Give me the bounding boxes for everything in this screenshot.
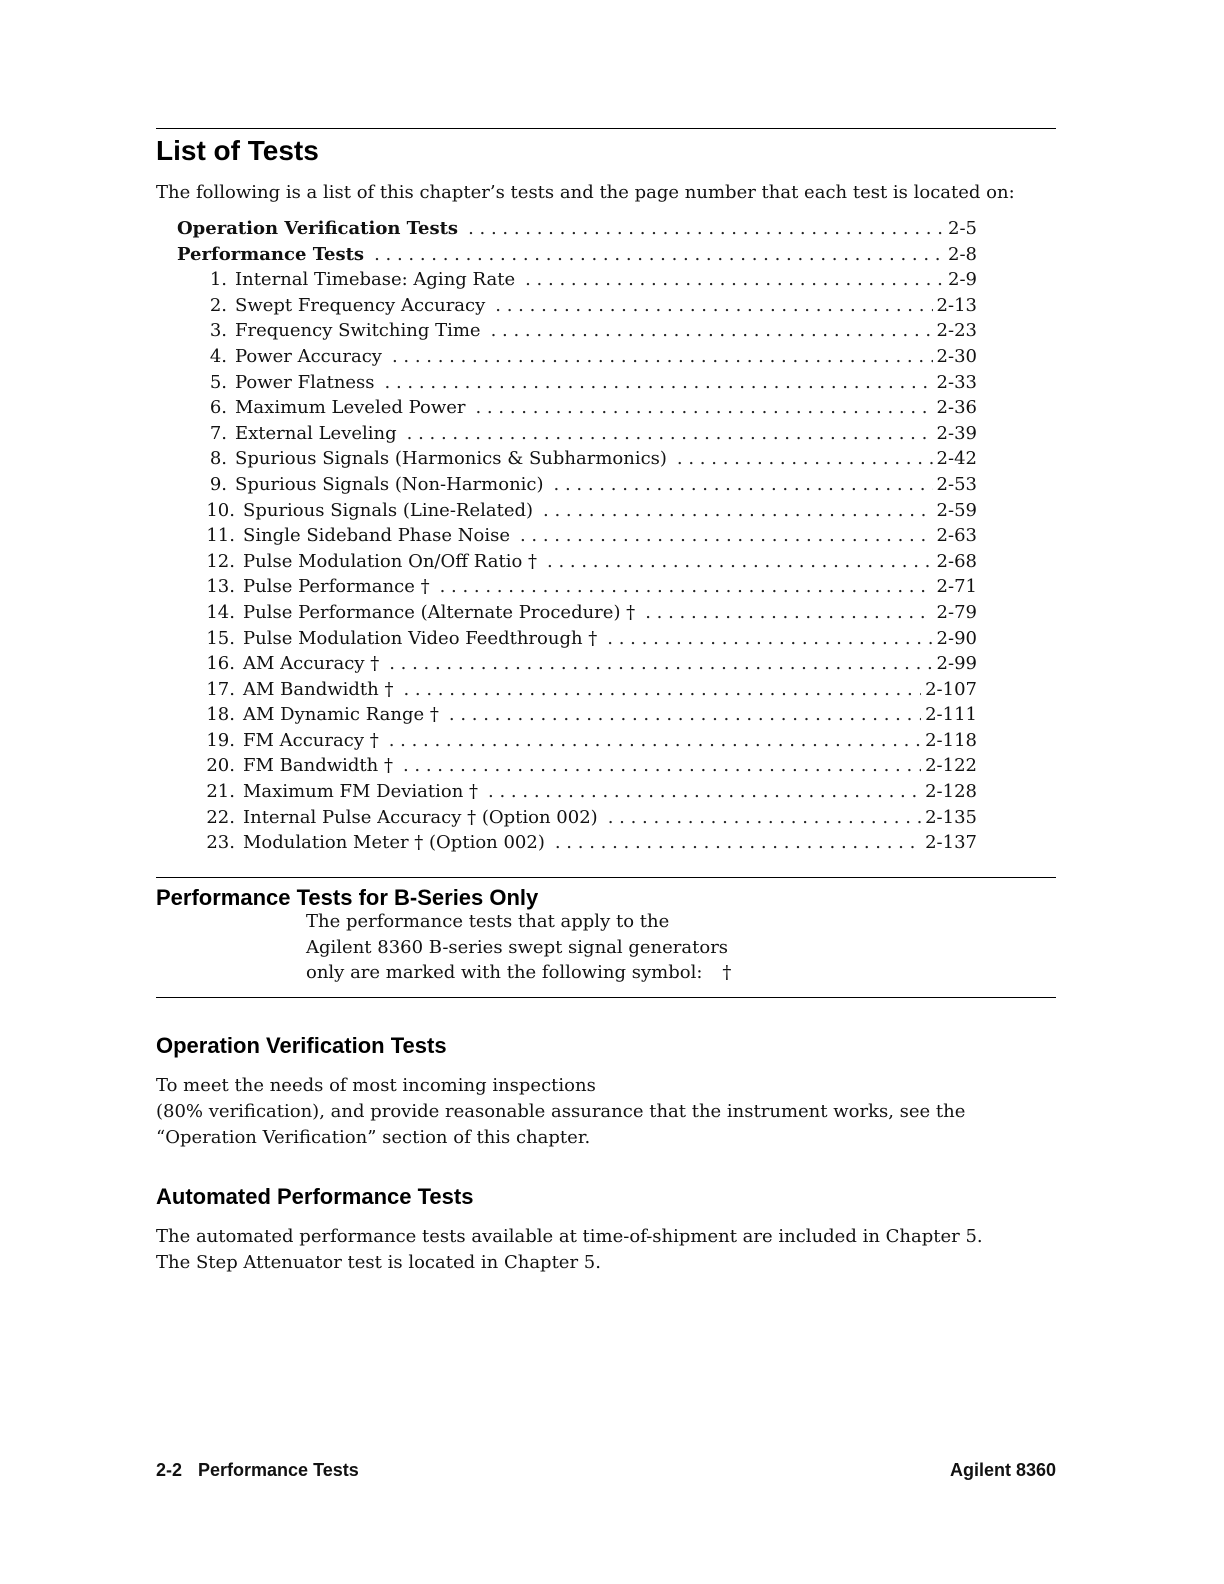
toc-leader-dots <box>495 293 932 319</box>
toc-item-list <box>177 267 977 856</box>
toc-leader-dots <box>491 318 933 344</box>
toc-entry-number: 8. <box>209 448 227 470</box>
toc-entry-page: 2-53 <box>936 473 977 495</box>
dagger-symbol: † <box>722 962 732 983</box>
toc-entry-page: 2-8 <box>948 243 977 265</box>
toc-entry-page: 2-68 <box>936 550 977 572</box>
toc-entry-page: 2-23 <box>936 320 977 342</box>
toc-entry-number: 14. <box>206 601 235 623</box>
toc-entry[interactable] <box>177 677 977 703</box>
toc-entry-number: 19. <box>206 729 235 751</box>
toc-entry-page: 2-71 <box>936 576 977 598</box>
toc-entry-number: 13. <box>206 576 235 598</box>
toc-entry[interactable] <box>177 574 977 600</box>
toc-entry[interactable] <box>177 421 977 447</box>
toc-leader-dots <box>389 728 921 754</box>
toc-leader-dots <box>389 651 932 677</box>
toc-entry[interactable] <box>177 549 977 575</box>
toc-leader-dots <box>608 805 921 831</box>
toc-entry-title: Modulation Meter † (Option 002) <box>243 832 545 854</box>
toc-entry[interactable] <box>177 779 977 805</box>
toc-leader-dots <box>555 830 921 856</box>
toc-entry[interactable] <box>177 498 977 524</box>
toc-entry[interactable] <box>177 651 977 677</box>
toc-entry-title: FM Accuracy † <box>243 729 379 751</box>
paragraph-line: “Operation Verification” section of this chapter. <box>156 1127 591 1148</box>
toc-entry-title: Spurious Signals (Line-Related) <box>243 499 534 521</box>
toc-entry-title: Maximum FM Deviation † <box>243 781 479 803</box>
toc-entry[interactable] <box>177 626 977 652</box>
toc-entry[interactable] <box>177 702 977 728</box>
toc-entry-page: 2-33 <box>936 371 977 393</box>
toc-leader-dots <box>520 523 933 549</box>
automated-tests-heading: Automated Performance Tests <box>156 1184 474 1209</box>
toc-entry-page: 2-63 <box>936 525 977 547</box>
toc-entry[interactable] <box>177 600 977 626</box>
toc-entry-title: Spurious Signals (Harmonics & Subharmonics) <box>235 448 667 470</box>
toc-leader-dots <box>403 753 921 779</box>
toc-entry-title: Spurious Signals (Non-Harmonic) <box>235 473 544 495</box>
toc-entry-page: 2-13 <box>936 294 977 316</box>
toc-entry[interactable] <box>177 370 977 396</box>
toc-entry[interactable] <box>177 753 977 779</box>
toc-entry-page: 2-5 <box>948 218 977 239</box>
toc-entry-page: 2-9 <box>948 269 977 291</box>
toc-entry-page: 2-59 <box>936 499 977 521</box>
toc-entry-title: AM Bandwidth † <box>243 678 394 700</box>
toc-leader-dots <box>374 242 944 268</box>
toc-entry[interactable] <box>177 267 977 293</box>
footer-section: Performance Tests <box>198 1460 359 1480</box>
paragraph-line: (80% verification), and provide reasonable assurance that the instrument works, see the <box>156 1101 966 1122</box>
toc-leader-dots <box>677 446 933 472</box>
toc-entry-title: Frequency Switching Time <box>235 320 481 342</box>
footer-left <box>156 1458 359 1482</box>
toc-entry-title: Power Flatness <box>235 371 375 393</box>
toc-entry-page: 2-39 <box>936 422 977 444</box>
toc-leader-dots <box>440 574 933 600</box>
table-of-contents <box>177 216 977 856</box>
footer-page-number: 2-2 <box>156 1460 183 1480</box>
paragraph-line: To meet the needs of most incoming inspections <box>156 1075 596 1096</box>
toc-entry-title: Single Sideband Phase Noise <box>243 525 510 547</box>
top-rule <box>156 128 1056 129</box>
toc-entry-page: 2-107 <box>925 678 977 700</box>
toc-entry-number: 2. <box>209 294 227 316</box>
toc-entry-title: Internal Timebase: Aging Rate <box>235 269 516 291</box>
toc-entry-number: 3. <box>209 320 227 342</box>
toc-leader-dots <box>488 779 921 805</box>
toc-entry-number: 17. <box>206 678 235 700</box>
toc-entry[interactable] <box>177 472 977 498</box>
toc-entry-title: FM Bandwidth † <box>243 755 393 777</box>
toc-entry-title: External Leveling <box>235 422 397 444</box>
paragraph-line: The Step Attenuator test is located in Chapter 5. <box>156 1252 601 1273</box>
intro-text: The following is a list of this chapter’s tests and the page number that each test is located on: <box>156 182 1015 203</box>
toc-entry-title: Pulse Modulation Video Feedthrough † <box>243 627 598 649</box>
section-rule <box>156 997 1056 998</box>
toc-entry-number: 21. <box>206 781 235 803</box>
toc-entry-operation-verification[interactable] <box>177 216 977 242</box>
toc-entry[interactable] <box>177 395 977 421</box>
bseries-note <box>306 909 766 986</box>
toc-entry-number: 20. <box>206 755 235 777</box>
toc-entry-number: 10. <box>206 499 235 521</box>
page-title: List of Tests <box>156 135 319 166</box>
toc-leader-dots <box>392 344 933 370</box>
toc-entry-title: Pulse Performance † <box>243 576 430 598</box>
toc-entry-title: Internal Pulse Accuracy † (Option 002) <box>243 806 598 828</box>
toc-leader-dots <box>543 498 933 524</box>
toc-entry[interactable] <box>177 805 977 831</box>
toc-entry-title: Pulse Performance (Alternate Procedure) † <box>243 601 636 623</box>
toc-entry-title: Pulse Modulation On/Off Ratio † <box>243 550 538 572</box>
bseries-note-line: Agilent 8360 B-series swept signal generators <box>306 936 729 958</box>
toc-entry-page: 2-99 <box>936 653 977 675</box>
toc-entry-number: 22. <box>206 806 235 828</box>
toc-entry-number: 9. <box>209 473 227 495</box>
toc-entry-title: Power Accuracy <box>235 345 382 367</box>
toc-entry-title: Maximum Leveled Power <box>235 397 466 419</box>
toc-leader-dots <box>475 395 932 421</box>
bseries-note-line: The performance tests that apply to the <box>306 911 670 932</box>
toc-entry-number: 15. <box>206 627 235 649</box>
toc-entry-title: Operation Verification Tests <box>177 218 459 239</box>
toc-leader-dots <box>449 702 921 728</box>
toc-entry-number: 11. <box>206 525 235 547</box>
toc-entry-page: 2-122 <box>925 755 977 777</box>
toc-entry-performance-tests[interactable] <box>177 242 977 268</box>
toc-entry[interactable] <box>177 344 977 370</box>
toc-entry-title: AM Accuracy † <box>243 653 380 675</box>
toc-entry-page: 2-135 <box>925 806 977 828</box>
toc-entry-page: 2-42 <box>936 448 977 470</box>
toc-entry-number: 7. <box>209 422 227 444</box>
toc-entry-page: 2-111 <box>925 704 977 726</box>
toc-entry[interactable] <box>177 728 977 754</box>
toc-entry-number: 16. <box>206 653 235 675</box>
automated-tests-text <box>156 1224 1056 1276</box>
toc-entry-number: 5. <box>209 371 227 393</box>
toc-leader-dots <box>547 549 933 575</box>
toc-entry-title: Swept Frequency Accuracy <box>235 294 486 316</box>
toc-entry[interactable] <box>177 446 977 472</box>
toc-entry-page: 2-30 <box>936 345 977 367</box>
toc-entry-number: 23. <box>206 832 235 854</box>
toc-entry-number: 4. <box>209 345 227 367</box>
toc-leader-dots <box>554 472 933 498</box>
toc-leader-dots <box>468 216 944 242</box>
toc-entry-page: 2-90 <box>936 627 977 649</box>
toc-entry[interactable] <box>177 830 977 856</box>
toc-entry[interactable] <box>177 293 977 319</box>
section-rule <box>156 877 1056 878</box>
bseries-heading: Performance Tests for B-Series Only <box>156 885 539 910</box>
toc-entry-title: Performance Tests <box>177 243 365 265</box>
footer-product: Agilent 8360 <box>949 1460 1056 1480</box>
toc-entry-title: AM Dynamic Range † <box>243 704 439 726</box>
toc-leader-dots <box>607 626 932 652</box>
toc-entry-page: 2-118 <box>925 729 977 751</box>
toc-entry-number: 1. <box>209 269 227 291</box>
toc-entry-number: 18. <box>206 704 235 726</box>
toc-leader-dots <box>525 267 944 293</box>
toc-entry[interactable] <box>177 523 977 549</box>
toc-entry[interactable] <box>177 318 977 344</box>
operation-verification-heading: Operation Verification Tests <box>156 1033 447 1058</box>
toc-entry-number: 12. <box>206 550 235 572</box>
toc-leader-dots <box>645 600 932 626</box>
toc-entry-number: 6. <box>209 397 227 419</box>
bseries-note-line: only are marked with the following symbol: <box>306 962 703 983</box>
toc-entry-page: 2-128 <box>925 781 977 803</box>
toc-leader-dots <box>407 421 933 447</box>
toc-entry-page: 2-36 <box>936 397 977 419</box>
toc-leader-dots <box>385 370 933 396</box>
toc-leader-dots <box>403 677 921 703</box>
operation-verification-text <box>156 1073 1056 1151</box>
toc-entry-page: 2-137 <box>925 832 977 854</box>
paragraph-line: The automated performance tests available at time-of-shipment are included in Chapter 5. <box>156 1226 983 1247</box>
toc-entry-page: 2-79 <box>936 601 977 623</box>
